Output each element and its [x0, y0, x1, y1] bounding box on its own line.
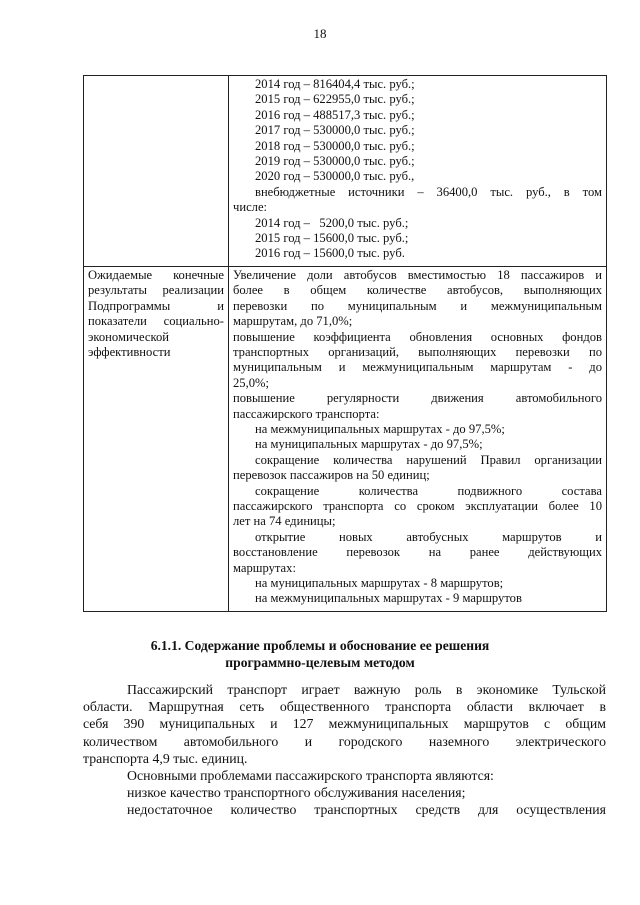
- extrabudget-line: внебюджетные источники – 36400,0 тыс. руб., в том: [255, 184, 602, 199]
- results-line: перевозок пассажиров на 50 единиц;: [233, 468, 430, 483]
- funding-line: 2014 год – 816404,4 тыс. руб.;: [255, 77, 415, 91]
- funding-content-cell: [229, 76, 607, 267]
- results-line: на межмуниципальных маршрутах - до 97,5%;: [255, 421, 505, 436]
- results-label-line: показатели социально-: [88, 314, 224, 329]
- results-line: транспортных организаций, выполняющих перевозки по: [233, 344, 602, 359]
- body-line: транспорта 4,9 тыс. единиц.: [83, 750, 248, 766]
- results-line: повышение регулярности движения автомобильного: [233, 391, 602, 406]
- results-label-line: результаты реализации: [88, 283, 224, 298]
- results-line: пассажирского транспорта со сроком эксплуатации более 10: [233, 498, 602, 513]
- results-label-line: Ожидаемые конечные: [88, 267, 224, 282]
- results-line: восстановление перевозок на ранее действующих: [233, 545, 602, 560]
- results-line: перевозки по муниципальным и межмуниципальным: [233, 298, 602, 313]
- results-label-line: экономической: [88, 329, 170, 344]
- results-line: на межмуниципальных маршрутах - 9 маршрутов: [255, 591, 522, 606]
- results-line: на муниципальных маршрутах - до 97,5%;: [255, 437, 483, 452]
- body-line: низкое качество транспортного обслуживания населения;: [127, 785, 466, 801]
- results-line: более в общем количестве автобусов, выполняющих: [233, 283, 602, 298]
- results-line: 25,0%;: [233, 375, 270, 390]
- results-line: открытие новых автобусных маршрутов и: [255, 529, 602, 544]
- body-line: Пассажирский транспорт играет важную роль в экономике Тульской: [127, 682, 606, 697]
- body-line: количеством автомобильного и городского наземного электрического: [83, 733, 606, 749]
- funding-line: 2018 год – 530000,0 тыс. руб.;: [255, 138, 415, 153]
- results-line: лет на 74 единицы;: [233, 514, 336, 529]
- extrabudget-year-line: 2015 год – 15600,0 тыс. руб.;: [255, 231, 409, 246]
- extrabudget-year-line: 2014 год – 5200,0 тыс. руб.;: [255, 215, 409, 230]
- funding-line: 2015 год – 622955,0 тыс. руб.;: [255, 92, 415, 107]
- section-body: [83, 681, 606, 819]
- results-line: маршрутам, до 71,0%;: [233, 314, 353, 329]
- funding-row: [84, 76, 607, 267]
- section-heading-line: программно-целевым методом: [225, 655, 415, 670]
- results-label-line: Подпрограммы и: [88, 298, 224, 313]
- page-number: 18: [313, 26, 327, 41]
- results-row: [84, 266, 607, 611]
- funding-line: 2019 год – 530000,0 тыс. руб.;: [255, 154, 415, 169]
- results-line: Увеличение доли автобусов вместимостью 18 пассажиров и: [233, 267, 602, 282]
- extrabudget-year-line: 2016 год – 15600,0 тыс. руб.: [255, 246, 405, 261]
- extrabudget-line-continued: числе:: [233, 200, 268, 215]
- funding-line: 2017 год – 530000,0 тыс. руб.;: [255, 123, 415, 138]
- section-heading: [0, 637, 640, 671]
- body-line: области. Маршрутная сеть общественного транспорта области включает в: [83, 699, 606, 715]
- results-line: маршрутах:: [233, 560, 296, 575]
- results-line: пассажирского транспорта:: [233, 406, 380, 421]
- body-line: себя 390 муниципальных и 127 межмуниципальных маршрутов с общим: [83, 716, 606, 732]
- section-heading-line: 6.1.1. Содержание проблемы и обоснование ее решения: [150, 638, 490, 653]
- results-line: сокращение количества нарушений Правил организации: [255, 452, 602, 467]
- funding-label-cell: [84, 76, 229, 267]
- results-label-line: эффективности: [88, 344, 171, 359]
- results-line: сокращение количества подвижного состава: [255, 483, 602, 498]
- body-line: Основными проблемами пассажирского транспорта являются:: [127, 768, 494, 784]
- funding-line: 2016 год – 488517,3 тыс. руб.;: [255, 107, 415, 122]
- results-content-cell: [229, 266, 607, 611]
- passport-table: [83, 75, 607, 612]
- body-line: недостаточное количество транспортных средств для осуществления: [127, 802, 606, 818]
- results-line: на муниципальных маршрутах - 8 маршрутов;: [255, 576, 504, 590]
- funding-line: 2020 год – 530000,0 тыс. руб.,: [255, 169, 415, 184]
- results-label-cell: [84, 266, 229, 611]
- results-line: муниципальным и межмуниципальным маршрутам - до: [233, 360, 602, 375]
- results-line: повышение коэффициента обновления основных фондов: [233, 329, 602, 344]
